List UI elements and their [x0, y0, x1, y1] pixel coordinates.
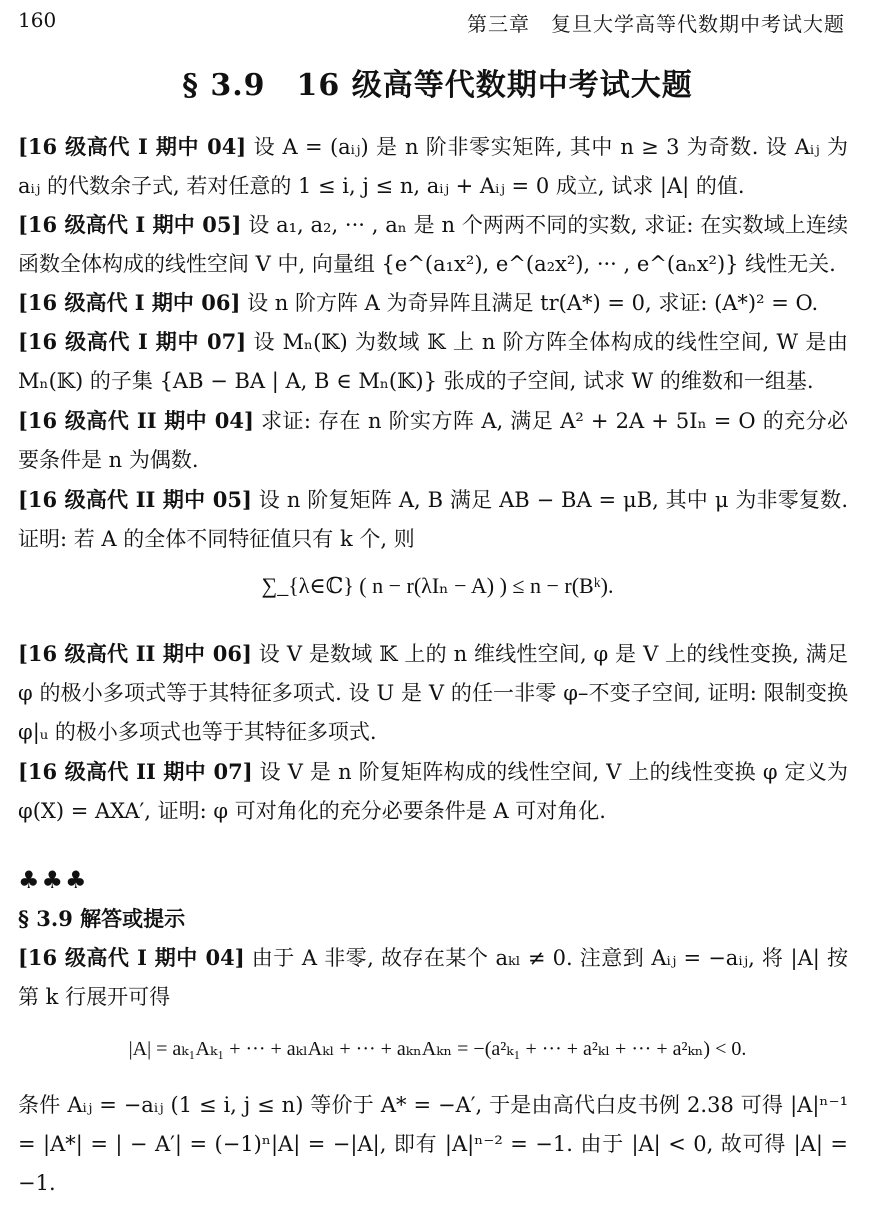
problem-text: 设 A = (aᵢⱼ) 是 n 阶非零实矩阵, 其中 n ≥ 3 为奇数. 设 Aᵢⱼ 为 aᵢⱼ 的代数余子式, 若对任意的 1 ≤ i, j ≤ n, aᵢⱼ + Aᵢⱼ = 0 成立, 试求 |A| 的值.	[18, 135, 848, 198]
problem-tag: [16 级高代 II 期中 05]	[18, 487, 252, 512]
display-formula-determinant: |A| = aₖ₁Aₖ₁ + ··· + aₖₗAₖₗ + ··· + aₖₙAₖₙ = −(a²ₖ₁ + ··· + a²ₖₗ + ··· + a²ₖₙ) < 0.	[128, 1038, 747, 1060]
problem-2	[18, 205, 848, 284]
answers-heading: § 3.9 解答或提示	[18, 906, 186, 931]
problem-6	[18, 480, 848, 559]
problem-tag: [16 级高代 II 期中 04]	[18, 408, 254, 433]
problem-7	[18, 634, 848, 752]
problem-3	[18, 283, 848, 323]
problem-text: 设 n 阶复矩阵 A, B 满足 AB − BA = μB, 其中 μ 为非零复数. 证明: 若 A 的全体不同特征值只有 k 个, 则	[18, 488, 848, 551]
problem-tag: [16 级高代 II 期中 07]	[18, 759, 253, 784]
problem-4	[18, 322, 848, 401]
problem-tag: [16 级高代 I 期中 05]	[18, 212, 242, 237]
answer-text: 由于 A 非零, 故存在某个 aₖₗ ≠ 0. 注意到 Aᵢⱼ = −aᵢⱼ, 将 |A| 按第 k 行展开可得	[18, 946, 848, 1009]
answer-1	[18, 938, 848, 1017]
problem-text: 设 n 阶方阵 A 为奇异阵且满足 tr(A*) = 0, 求证: (A*)² = O.	[240, 291, 819, 315]
problem-text: 设 a₁, a₂, ··· , aₙ 是 n 个两两不同的实数, 求证: 在实数域上连续函数全体构成的线性空间 V 中, 向量组 {e^(a₁x²), e^(a₂x²), ··· , e^(aₙx²)} 线性无关.	[18, 213, 848, 276]
problem-text: 设 Mₙ(𝕂) 为数域 𝕂 上 n 阶方阵全体构成的线性空间, W 是由 Mₙ(𝕂) 的子集 {AB − BA | A, B ∈ Mₙ(𝕂)} 张成的子空间, 试求 W 的维数和一组基.	[18, 330, 848, 393]
problem-1	[18, 127, 848, 206]
problem-tag: [16 级高代 I 期中 06]	[18, 290, 241, 315]
display-formula-sum: ∑_{λ∈ℂ} ( n − r(λIₙ − A) ) ≤ n − r(Bᵏ).	[261, 573, 614, 598]
problem-8	[18, 752, 848, 831]
problem-tag: [16 级高代 I 期中 04]	[18, 134, 247, 159]
problem-text: 设 V 是数域 𝕂 上的 n 维线性空间, φ 是 V 上的线性变换, 满足 φ 的极小多项式等于其特征多项式. 设 U 是 V 的任一非零 φ–不变子空间, 证明: 限制变换 φ|ᵤ 的极小多项式也等于其特征多项式.	[18, 642, 848, 744]
problem-5	[18, 401, 848, 480]
problem-tag: [16 级高代 I 期中 07]	[18, 329, 247, 354]
section-title: § 3.9 16 级高等代数期中考试大题	[182, 68, 693, 103]
chapter-header: 第三章 复旦大学高等代数期中考试大题	[467, 12, 845, 36]
page-number: 160	[18, 8, 57, 32]
problem-text: 求证: 存在 n 阶实方阵 A, 满足 A² + 2A + 5Iₙ = O 的充分必要条件是 n 为偶数.	[18, 409, 848, 472]
clubs-separator: ♣♣♣	[18, 866, 89, 894]
problem-tag: [16 级高代 II 期中 06]	[18, 641, 252, 666]
problem-text: 设 V 是 n 阶复矩阵构成的线性空间, V 上的线性变换 φ 定义为 φ(X) = AXA′, 证明: φ 可对角化的充分必要条件是 A 可对角化.	[18, 760, 849, 823]
answer-tag: [16 级高代 I 期中 04]	[18, 945, 245, 970]
answer-1-continued: 条件 Aᵢⱼ = −aᵢⱼ (1 ≤ i, j ≤ n) 等价于 A* = −A′, 于是由高代白皮书例 2.38 可得 |A|ⁿ⁻¹ = |A*| = | − A′| = (−1)ⁿ|A| = −|A|, 即有 |A|ⁿ⁻² = −1. 由于 |A| < 0, 故可得 |A| = −1.	[18, 1093, 848, 1195]
